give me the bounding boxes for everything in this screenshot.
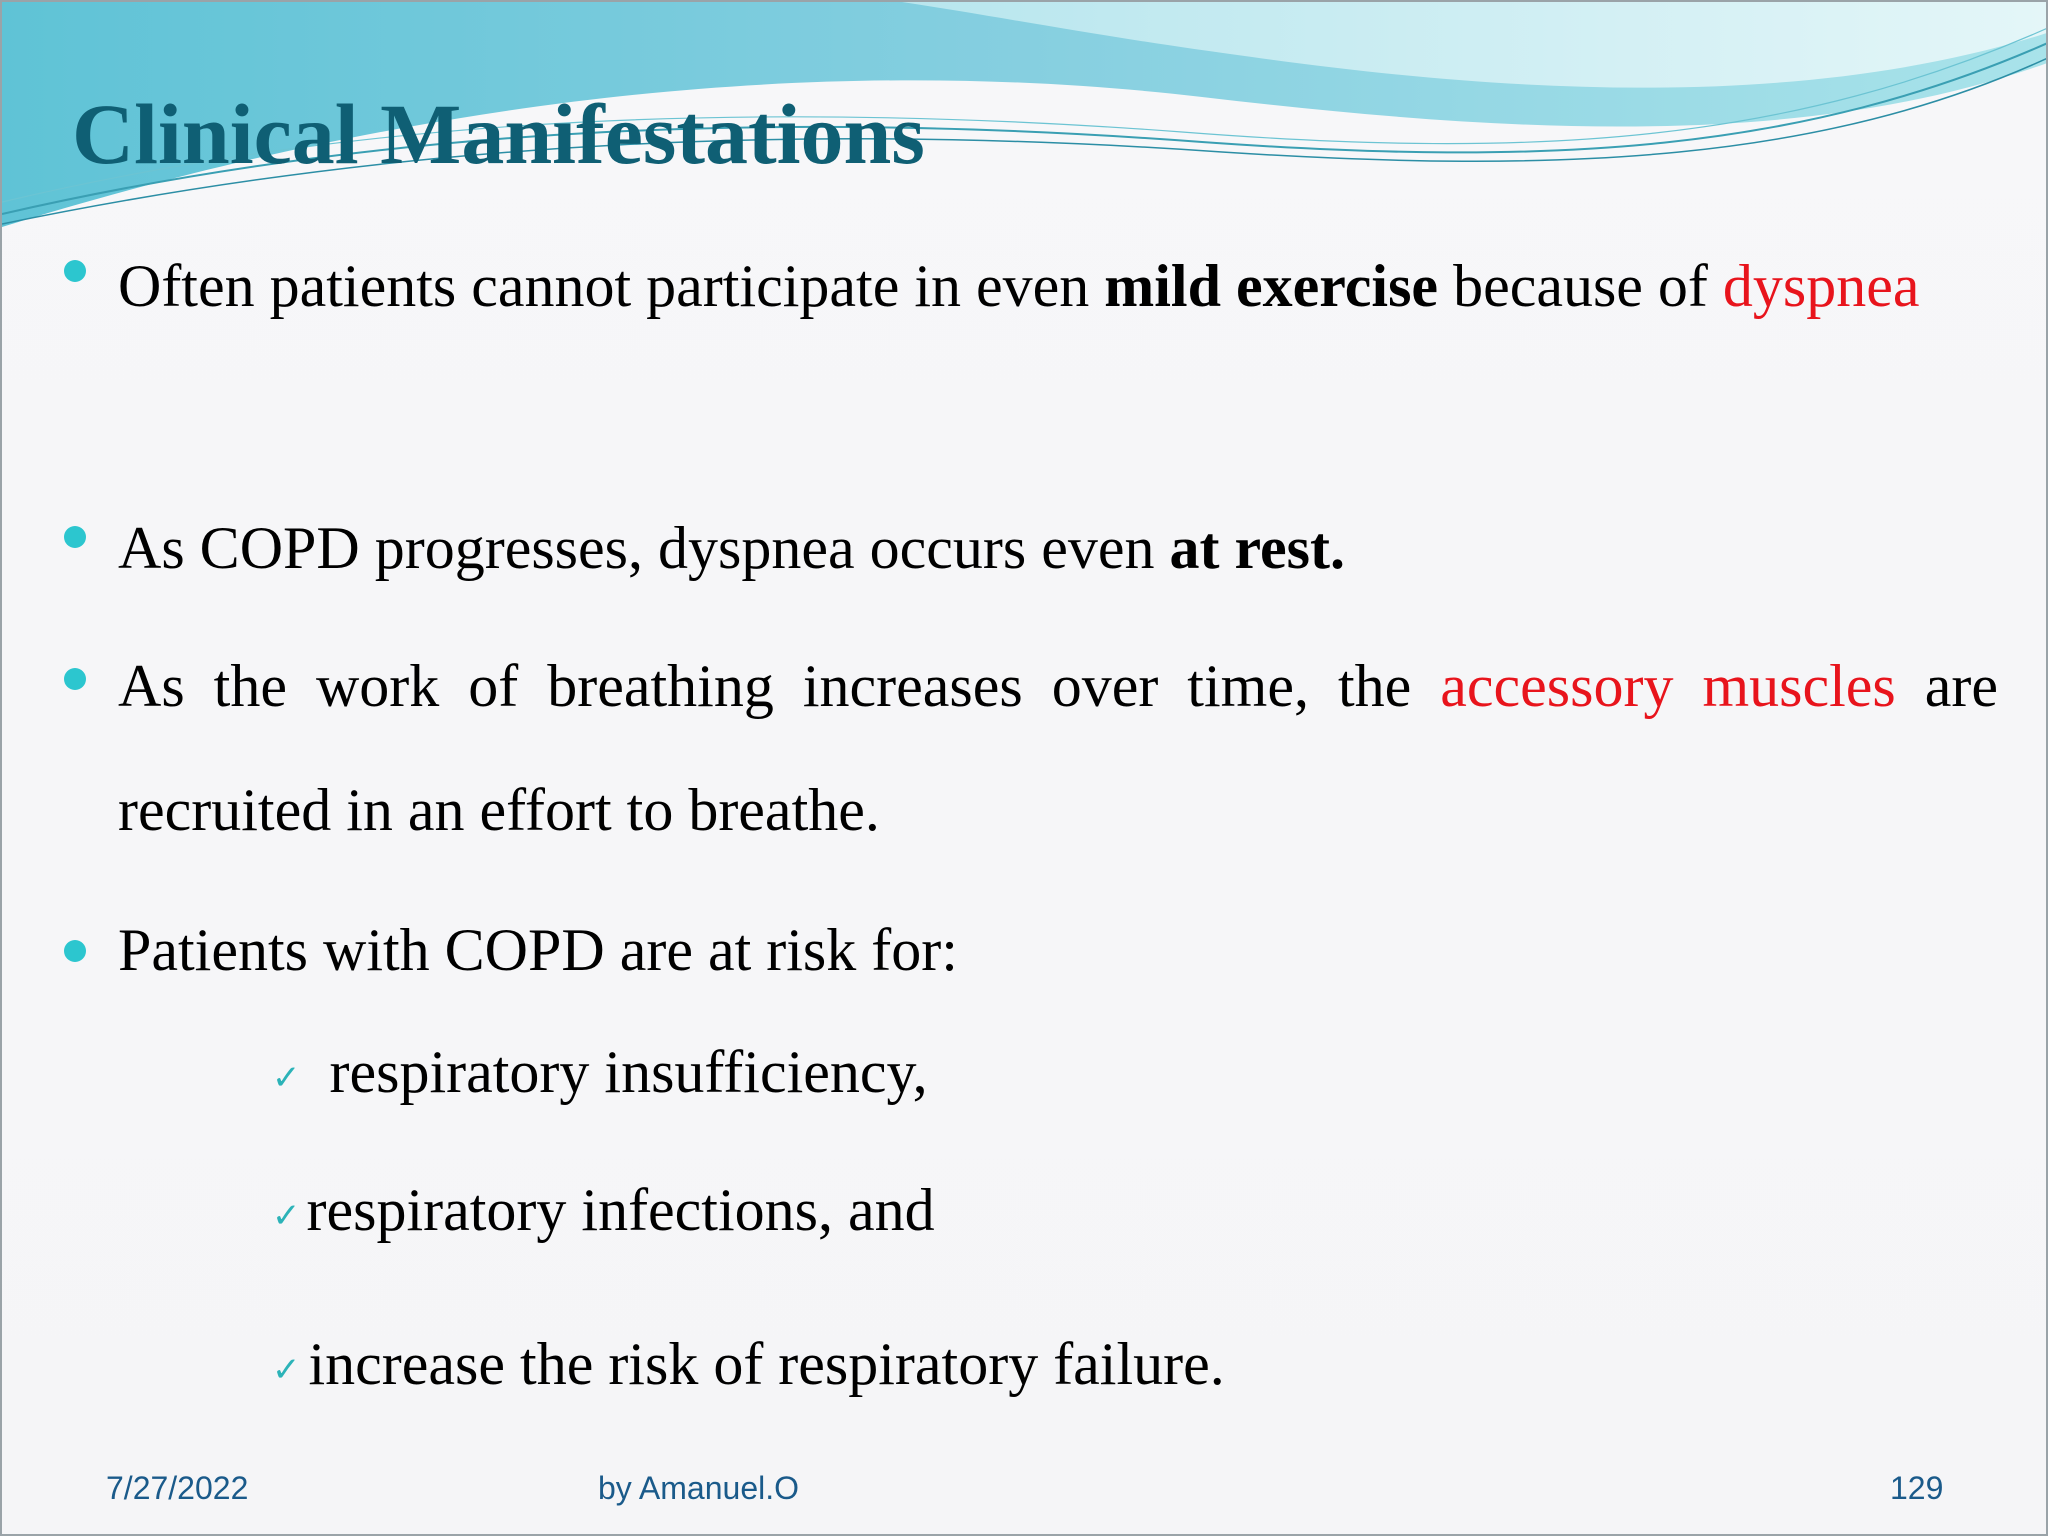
bullet-text-segment: because of (1438, 253, 1723, 319)
footer-page-number: 129 (1890, 1470, 1944, 1506)
sub-list-item (272, 1330, 1225, 1399)
footer-author: by Amanuel.O (598, 1470, 799, 1506)
sub-list-text: increase the risk of respiratory failure. (308, 1331, 1225, 1397)
check-icon: ✓ (272, 1196, 301, 1237)
bullet-text (118, 224, 1998, 348)
bullet-dot-icon (64, 668, 86, 690)
emphasis-red: accessory muscles (1440, 653, 1896, 719)
bullet-text (118, 486, 1998, 610)
sub-list-text: respiratory insufficiency, (314, 1039, 928, 1105)
bullet-text (118, 888, 1998, 1012)
footer-date: 7/27/2022 (106, 1470, 249, 1506)
check-icon: ✓ (272, 1058, 301, 1099)
sub-list-item (272, 1176, 935, 1245)
bullet-dot-icon (64, 526, 86, 548)
bullet-text-segment: Patients with COPD are at risk for: (118, 917, 958, 983)
bullet-text-segment: As the work of breathing increases over time, the (118, 653, 1441, 719)
bullet-dot-icon (64, 940, 86, 962)
check-icon: ✓ (272, 1350, 301, 1391)
bullet-text-segment: Often patients cannot participate in even (118, 253, 1105, 319)
slide-title: Clinical Manifestations (72, 86, 925, 182)
emphasis-red: dyspnea (1722, 253, 1920, 319)
sub-list-item (272, 1038, 928, 1107)
bullet-text-segment: are recruited in an effort to breathe. (118, 653, 1998, 843)
bullet-dot-icon (64, 260, 86, 282)
bullet-text (118, 624, 1998, 872)
emphasis-bold: at rest. (1169, 515, 1345, 581)
sub-list-text: respiratory infections, and (306, 1177, 935, 1243)
bullet-text-segment: As COPD progresses, dyspnea occurs even (118, 515, 1170, 581)
emphasis-bold: mild exercise (1104, 253, 1439, 319)
